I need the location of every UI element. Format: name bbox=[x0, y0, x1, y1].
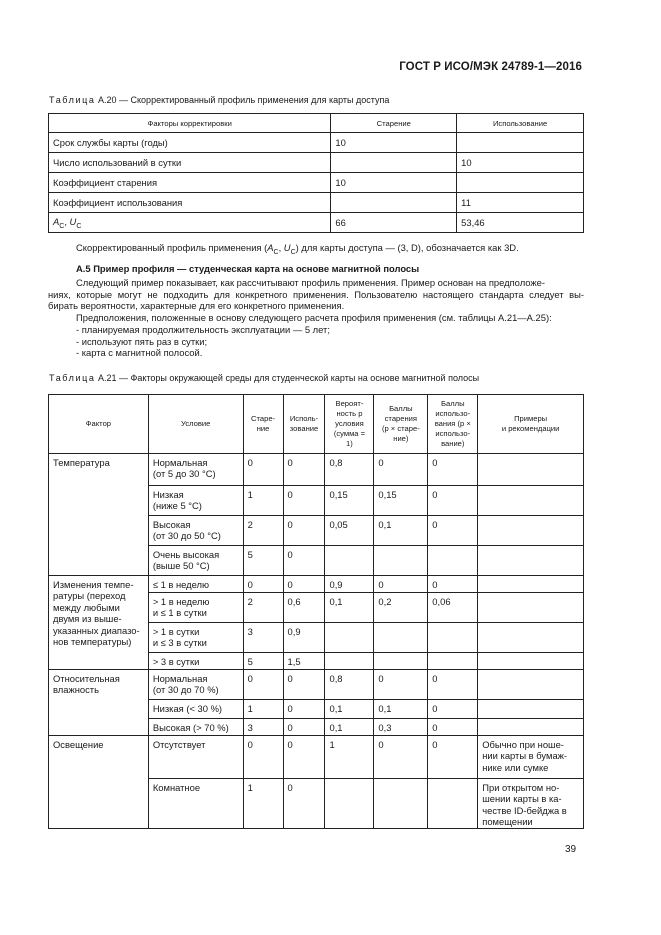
page-number: 39 bbox=[565, 844, 577, 855]
cell-usage-points bbox=[428, 623, 478, 653]
cell-aging-points: 0 bbox=[374, 670, 428, 700]
cell-usage: 0 bbox=[283, 576, 325, 593]
table-cell: 10 bbox=[331, 133, 457, 153]
cell-condition: > 1 в неделю и ≤ 1 в сутки bbox=[148, 593, 243, 623]
table-cell bbox=[457, 133, 584, 153]
cell-aging: 0 bbox=[243, 454, 283, 486]
list-item: - карта с магнитной полосой. bbox=[76, 347, 203, 359]
cell-probability: 0,8 bbox=[325, 454, 374, 486]
cell-usage: 0 bbox=[283, 546, 325, 576]
table-a20 bbox=[48, 113, 584, 233]
cell-condition: Высокая (> 70 %) bbox=[148, 719, 243, 736]
cell-probability bbox=[325, 653, 374, 670]
cell-note bbox=[478, 623, 584, 653]
cell-aging: 3 bbox=[243, 719, 283, 736]
cell-aging-points: 0,15 bbox=[374, 486, 428, 516]
cell-factor: Температура bbox=[49, 454, 149, 576]
table-row bbox=[49, 454, 584, 486]
cell-condition: ≤ 1 в неделю bbox=[148, 576, 243, 593]
cell-usage: 0 bbox=[283, 454, 325, 486]
table-row bbox=[49, 193, 584, 213]
cell-condition: > 1 в сутки и ≤ 3 в сутки bbox=[148, 623, 243, 653]
cell-aging: 1 bbox=[243, 700, 283, 719]
cell-aging: 2 bbox=[243, 516, 283, 546]
cell-condition: Отсутствует bbox=[148, 736, 243, 779]
list-item: - используют пять раз в сутки; bbox=[76, 335, 208, 347]
table-header-row bbox=[49, 395, 584, 454]
table-cell: Срок службы карты (годы) bbox=[49, 133, 331, 153]
cell-aging-points: 0 bbox=[374, 576, 428, 593]
cell-note: При открытом но- шении карты в ка- честве ID-бейджа в помещении bbox=[478, 779, 584, 829]
cell-aging-points bbox=[374, 653, 428, 670]
cell-aging-points: 0,1 bbox=[374, 516, 428, 546]
cell-condition: Низкая (< 30 %) bbox=[148, 700, 243, 719]
header-cell: Старение bbox=[331, 114, 457, 133]
cell-probability: 0,1 bbox=[325, 593, 374, 623]
cell-condition: Нормальная (от 5 до 30 °С) bbox=[148, 454, 243, 486]
cell-usage-points: 0 bbox=[428, 454, 478, 486]
document-code: ГОСТ Р ИСО/МЭК 24789-1—2016 bbox=[399, 61, 582, 73]
cell-probability bbox=[325, 546, 374, 576]
cell-probability bbox=[325, 779, 374, 829]
cell-usage: 0,9 bbox=[283, 623, 325, 653]
table-a21 bbox=[48, 394, 584, 829]
table-a20-caption: Таблица А.20 — Скорректированный профиль применения для карты доступа bbox=[49, 95, 390, 105]
table-row bbox=[49, 736, 584, 779]
header-cell: Факторы корректировки bbox=[49, 114, 331, 133]
table-row bbox=[49, 133, 584, 153]
cell-usage-points: 0 bbox=[428, 700, 478, 719]
cell-aging-points bbox=[374, 546, 428, 576]
cell-note bbox=[478, 486, 584, 516]
cell-condition: Очень высокая (выше 50 °С) bbox=[148, 546, 243, 576]
header-notes: Примеры и рекомендации bbox=[478, 395, 584, 454]
cell-usage-points bbox=[428, 546, 478, 576]
table-row bbox=[49, 153, 584, 173]
cell-usage-points: 0 bbox=[428, 719, 478, 736]
cell-note bbox=[478, 719, 584, 736]
header-condition: Условие bbox=[148, 395, 243, 454]
cell-condition: Высокая (от 30 до 50 °С) bbox=[148, 516, 243, 546]
cell-note: Обычно при ноше- нии карты в бумаж- нике или сумке bbox=[478, 736, 584, 779]
cell-usage-points: 0 bbox=[428, 670, 478, 700]
cell-usage-points: 0 bbox=[428, 486, 478, 516]
cell-usage: 0 bbox=[283, 736, 325, 779]
header-probability: Вероят- ность p условия (сумма = 1) bbox=[325, 395, 374, 454]
table-cell: Коэффициент старения bbox=[49, 173, 331, 193]
header-usage-points: Баллы использо- вания (p × использо- вание) bbox=[428, 395, 478, 454]
cell-factor: Относительная влажность bbox=[49, 670, 149, 736]
cell-aging: 0 bbox=[243, 576, 283, 593]
cell-factor: Освещение bbox=[49, 736, 149, 829]
table-row bbox=[49, 670, 584, 700]
cell-aging: 5 bbox=[243, 653, 283, 670]
cell-aging-points bbox=[374, 779, 428, 829]
cell-note bbox=[478, 653, 584, 670]
summary-paragraph: Скорректированный профиль применения ($A_C$, $U_C$) для карты доступа — (3, D), обозначается как 3D. bbox=[76, 242, 519, 256]
cell-aging-points: 0 bbox=[374, 736, 428, 779]
table-cell: 10 bbox=[457, 153, 584, 173]
table-cell: $A_C$, $U_C$ bbox=[49, 213, 331, 233]
example-paragraph: Следующий пример показывает, как рассчитывают профиль применения. Пример основан на предположе- ниях, которые могут не подходить для конкретного применения. Пользователю настоящего стандарта следует вы- бирать вероятности, характерные для его конкретного применения. bbox=[48, 277, 584, 312]
cell-aging-points: 0 bbox=[374, 454, 428, 486]
table-cell: 11 bbox=[457, 193, 584, 213]
cell-note bbox=[478, 700, 584, 719]
cell-probability: 0,1 bbox=[325, 719, 374, 736]
table-cell: Коэффициент использования bbox=[49, 193, 331, 213]
assumptions-paragraph: Предположения, положенные в основу следующего расчета профиля применения (см. таблицы А.21—А.25): bbox=[76, 312, 552, 323]
cell-condition: Комнатное bbox=[148, 779, 243, 829]
table-cell bbox=[331, 153, 457, 173]
header-usage: Исполь- зование bbox=[283, 395, 325, 454]
cell-aging: 1 bbox=[243, 779, 283, 829]
cell-aging: 5 bbox=[243, 546, 283, 576]
cell-usage: 0 bbox=[283, 700, 325, 719]
cell-condition: Низкая (ниже 5 °С) bbox=[148, 486, 243, 516]
cell-note bbox=[478, 546, 584, 576]
cell-aging-points: 0,1 bbox=[374, 700, 428, 719]
cell-note bbox=[478, 454, 584, 486]
table-cell: Число использований в сутки bbox=[49, 153, 331, 173]
cell-note bbox=[478, 670, 584, 700]
cell-usage-points bbox=[428, 779, 478, 829]
cell-probability: 0,8 bbox=[325, 670, 374, 700]
cell-usage: 0 bbox=[283, 779, 325, 829]
cell-probability: 1 bbox=[325, 736, 374, 779]
cell-probability bbox=[325, 623, 374, 653]
table-row bbox=[49, 576, 584, 593]
cell-usage: 0 bbox=[283, 516, 325, 546]
cell-usage-points: 0,06 bbox=[428, 593, 478, 623]
header-cell: Использование bbox=[457, 114, 584, 133]
cell-note bbox=[478, 593, 584, 623]
cell-usage: 1,5 bbox=[283, 653, 325, 670]
table-cell: 53,46 bbox=[457, 213, 584, 233]
cell-usage-points: 0 bbox=[428, 516, 478, 546]
cell-condition: > 3 в сутки bbox=[148, 653, 243, 670]
cell-usage: 0 bbox=[283, 486, 325, 516]
section-title: А.5 Пример профиля — студенческая карта на основе магнитной полосы bbox=[76, 263, 420, 274]
table-row bbox=[49, 173, 584, 193]
cell-usage-points bbox=[428, 653, 478, 670]
cell-note bbox=[478, 576, 584, 593]
table-cell bbox=[457, 173, 584, 193]
cell-aging: 0 bbox=[243, 670, 283, 700]
table-cell: 10 bbox=[331, 173, 457, 193]
cell-aging-points bbox=[374, 623, 428, 653]
table-row bbox=[49, 213, 584, 233]
cell-aging: 1 bbox=[243, 486, 283, 516]
cell-aging-points: 0,2 bbox=[374, 593, 428, 623]
cell-aging: 2 bbox=[243, 593, 283, 623]
cell-condition: Нормальная (от 30 до 70 %) bbox=[148, 670, 243, 700]
table-cell bbox=[331, 193, 457, 213]
table-header-row bbox=[49, 114, 584, 133]
list-item: - планируемая продолжительность эксплуатации — 5 лет; bbox=[76, 324, 330, 335]
header-factor: Фактор bbox=[49, 395, 149, 454]
cell-factor: Изменения темпе- ратуры (переход между любыми двумя из выше- указанных диапазо- нов температуры) bbox=[49, 576, 149, 670]
cell-usage-points: 0 bbox=[428, 576, 478, 593]
cell-probability: 0,1 bbox=[325, 700, 374, 719]
assumptions-list bbox=[76, 324, 576, 359]
table-cell: 66 bbox=[331, 213, 457, 233]
cell-aging: 0 bbox=[243, 736, 283, 779]
header-aging-points: Баллы старения (p × старе- ние) bbox=[374, 395, 428, 454]
cell-usage-points: 0 bbox=[428, 736, 478, 779]
table-a21-caption: Таблица А.21 — Факторы окружающей среды для студенческой карты на основе магнитной полосы bbox=[49, 373, 480, 383]
cell-probability: 0,05 bbox=[325, 516, 374, 546]
cell-usage: 0,6 bbox=[283, 593, 325, 623]
cell-usage: 0 bbox=[283, 670, 325, 700]
header-aging: Старе- ние bbox=[243, 395, 283, 454]
cell-probability: 0,15 bbox=[325, 486, 374, 516]
cell-note bbox=[478, 516, 584, 546]
cell-probability: 0,9 bbox=[325, 576, 374, 593]
cell-aging-points: 0,3 bbox=[374, 719, 428, 736]
cell-usage: 0 bbox=[283, 719, 325, 736]
cell-aging: 3 bbox=[243, 623, 283, 653]
